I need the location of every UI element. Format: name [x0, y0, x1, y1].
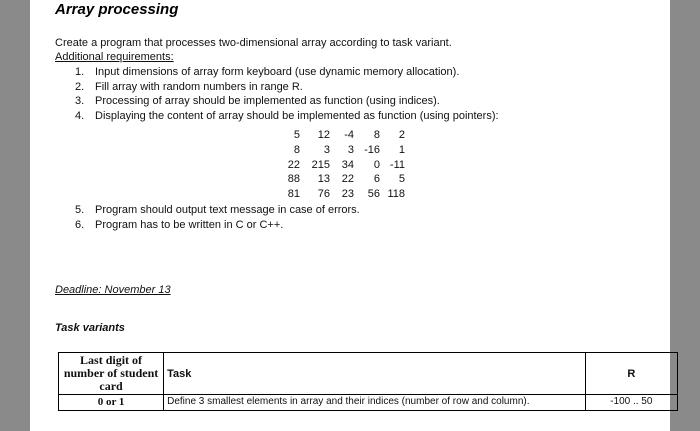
- requirements-list-continued: [75, 203, 360, 232]
- list-item: 6. Program has to be written in C or C++.: [75, 218, 284, 231]
- variant-range: -100 .. 50: [585, 395, 677, 411]
- table-row: 8 3 3 -16 1: [293, 143, 405, 156]
- table-row: 88 13 22 6 5: [287, 173, 405, 186]
- example-array: [270, 128, 405, 202]
- table-row: 81 76 23 56 118: [287, 188, 405, 201]
- list-item: 2. Fill array with random numbers in range R.: [75, 80, 303, 93]
- list-item: 4. Displaying the content of array should be implemented as function (using pointers):: [75, 109, 499, 122]
- table-row: 22 215 34 0 -11: [287, 158, 405, 171]
- deadline: Deadline: November 13: [55, 284, 171, 296]
- intro-text: Create a program that processes two-dimensional array according to task variant.: [55, 37, 452, 49]
- requirements-list: [75, 65, 499, 123]
- header-task: Task: [164, 353, 586, 395]
- list-item: 1. Input dimensions of array form keyboard (use dynamic memory allocation).: [75, 66, 460, 78]
- variant-digit: 0 or 1: [59, 395, 164, 411]
- table-row: [59, 395, 678, 411]
- variants-table: [58, 352, 678, 411]
- table-row: 5 12 -4 8 2: [293, 129, 405, 141]
- task-variants-title: Task variants: [55, 322, 125, 334]
- variant-task: Define 3 smallest elements in array and their indices (number of row and column).: [164, 395, 586, 411]
- list-item: 3. Processing of array should be implemented as function (using indices).: [75, 95, 440, 107]
- list-item: 5. Program should output text message in case of errors.: [75, 204, 360, 216]
- document-page: [30, 0, 670, 431]
- header-r: R: [585, 353, 677, 395]
- table-header-row: [59, 353, 678, 395]
- header-digit: Last digit of number of student card: [59, 353, 164, 395]
- page-title: Array processing: [55, 1, 179, 18]
- additional-requirements-label: Additional requirements:: [55, 51, 174, 63]
